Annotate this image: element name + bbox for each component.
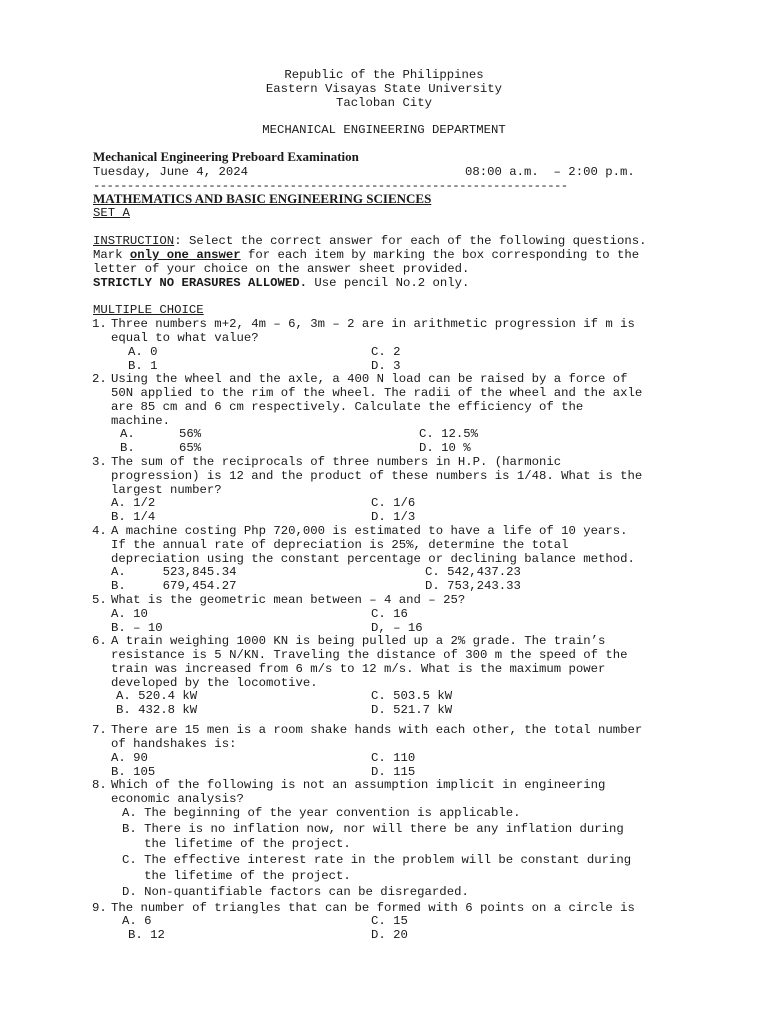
question-text: of handshakes is:	[111, 737, 237, 751]
question-number: 1.	[92, 317, 107, 331]
choice-b: B. 12	[128, 928, 165, 942]
question-number: 9.	[92, 901, 107, 915]
option-c: C. The effective interest rate in the problem will be constant during	[122, 853, 632, 867]
choice-d: D. 521.7 kW	[371, 703, 453, 717]
option-b: B. There is no inflation now, nor will there be any inflation during	[122, 822, 624, 836]
choice-b: B. 105	[111, 765, 156, 779]
choice-c: C. 542,437.23	[425, 565, 521, 579]
set-label: SET A	[93, 206, 130, 220]
question-text: A machine costing Php 720,000 is estimated to have a life of 10 years.	[111, 524, 628, 538]
question-text: largest number?	[111, 483, 222, 497]
choice-a: A. 56%	[120, 427, 202, 441]
question-number: 4.	[92, 524, 107, 538]
only-one-answer-emphasis: only one answer	[129, 248, 241, 262]
instruction-label: INSTRUCTION	[93, 234, 175, 248]
section-title: MULTIPLE CHOICE	[93, 303, 204, 317]
choice-a: A. 520.4 kW	[116, 689, 198, 703]
choice-a: A. 6	[122, 914, 152, 928]
question-text: are 85 cm and 6 cm respectively. Calculate the efficiency of the	[111, 400, 584, 414]
question-number: 3.	[92, 455, 107, 469]
question-text: A train weighing 1000 KN is being pulled up a 2% grade. The train’s	[111, 634, 606, 648]
question-text: There are 15 men is a room shake hands with each other, the total number	[111, 723, 643, 737]
choice-c: C. 1/6	[371, 496, 416, 510]
choice-b: B. 65%	[120, 441, 202, 455]
question-text: equal to what value?	[111, 331, 259, 345]
question-text: machine.	[111, 414, 171, 428]
choice-b: B. 1	[128, 359, 158, 373]
choice-a: A. 90	[111, 751, 148, 765]
header-department: MECHANICAL ENGINEERING DEPARTMENT	[262, 123, 506, 137]
exam-title: Mechanical Engineering Preboard Examination	[93, 149, 359, 164]
choice-d: D. 753,243.33	[425, 579, 521, 593]
choice-d: D, – 16	[371, 621, 423, 635]
header-university: Eastern Visayas State University	[265, 82, 503, 96]
choice-c: C. 503.5 kW	[371, 689, 453, 703]
choice-d: D. 1/3	[371, 510, 416, 524]
question-text: Three numbers m+2, 4m – 6, 3m – 2 are in arithmetic progression if m is	[111, 317, 635, 331]
question-number: 7.	[92, 723, 107, 737]
option-a: A. The beginning of the year convention is applicable.	[122, 806, 521, 820]
question-text: depreciation using the constant percentage or declining balance method.	[111, 552, 635, 566]
question-text: resistance is 5 N/KN. Traveling the distance of 300 m the speed of the	[111, 648, 628, 662]
question-text: developed by the locomotive.	[111, 676, 318, 690]
question-text: economic analysis?	[111, 792, 244, 806]
question-text: What is the geometric mean between – 4 and – 25?	[111, 593, 466, 607]
question-text: train was increased from 6 m/s to 12 m/s. What is the maximum power	[111, 662, 606, 676]
choice-c: C. 16	[371, 607, 408, 621]
header-city: Tacloban City	[336, 96, 432, 110]
choice-a: A. 523,845.34	[111, 565, 237, 579]
instruction-line-4: STRICTLY NO ERASURES ALLOWED. Use pencil No.2 only.	[93, 276, 470, 290]
choice-d: D. 20	[371, 928, 408, 942]
question-number: 2.	[92, 372, 107, 386]
choice-d: D. 10 %	[419, 441, 471, 455]
instruction-line-3: letter of your choice on the answer sheet provided.	[93, 262, 470, 276]
question-number: 5.	[92, 593, 107, 607]
choice-d: D. 3	[371, 359, 401, 373]
question-text: Which of the following is not an assumption implicit in engineering	[111, 778, 606, 792]
question-number: 6.	[92, 634, 107, 648]
no-erasures-notice: STRICTLY NO ERASURES ALLOWED.	[93, 276, 308, 290]
question-text: progression) is 12 and the product of these numbers is 1/48. What is the	[111, 469, 643, 483]
choice-c: C. 110	[371, 751, 416, 765]
exam-date: Tuesday, June 4, 2024	[93, 165, 248, 179]
header-country: Republic of the Philippines	[284, 68, 484, 82]
instruction-line-2: Mark only one answer for each item by marking the box corresponding to the	[93, 248, 640, 262]
choice-a: A. 0	[128, 345, 158, 359]
choice-a: A. 1/2	[111, 496, 156, 510]
choice-d: D. 115	[371, 765, 416, 779]
subject-title: MATHEMATICS AND BASIC ENGINEERING SCIENCES	[93, 191, 432, 206]
question-text: The sum of the reciprocals of three numbers in H.P. (harmonic	[111, 455, 562, 469]
choice-b: B. – 10	[111, 621, 163, 635]
choice-b: B. 679,454.27	[111, 579, 237, 593]
choice-c: C. 15	[371, 914, 408, 928]
question-number: 8.	[92, 778, 107, 792]
question-text: Using the wheel and the axle, a 400 N load can be raised by a force of	[111, 372, 628, 386]
question-text: 50N applied to the rim of the wheel. The radii of the wheel and the axle	[111, 386, 643, 400]
choice-c: C. 12.5%	[419, 427, 479, 441]
divider-line: ----------------------------------------------------------------------	[93, 179, 568, 193]
option-b-continued: the lifetime of the project.	[122, 837, 351, 851]
choice-b: B. 1/4	[111, 510, 156, 524]
option-c-continued: the lifetime of the project.	[122, 869, 351, 883]
choice-c: C. 2	[371, 345, 401, 359]
choice-a: A. 10	[111, 607, 148, 621]
instruction-line-1: INSTRUCTION: Select the correct answer for each of the following questions.	[93, 234, 647, 248]
option-d: D. Non-quantifiable factors can be disregarded.	[122, 885, 469, 899]
question-text: The number of triangles that can be formed with 6 points on a circle is	[111, 901, 635, 915]
choice-b: B. 432.8 kW	[116, 703, 198, 717]
exam-time: 08:00 a.m. – 2:00 p.m.	[465, 165, 635, 179]
question-text: If the annual rate of depreciation is 25%, determine the total	[111, 538, 569, 552]
